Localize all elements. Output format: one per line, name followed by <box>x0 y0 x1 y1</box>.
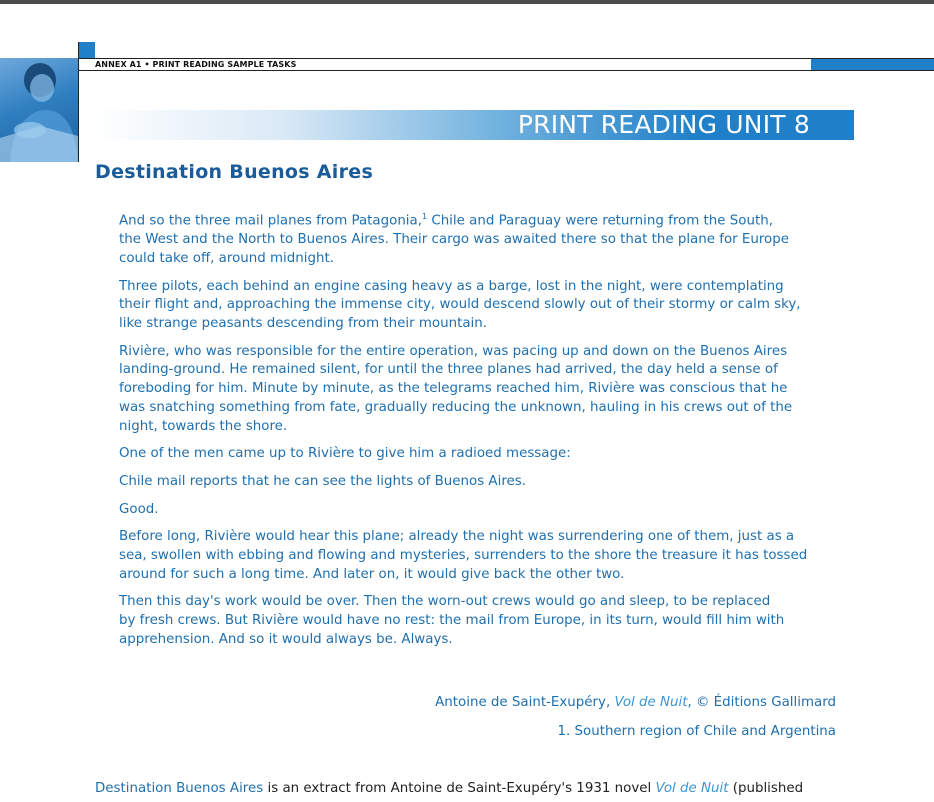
paragraph-line: could take off, around midnight. <box>119 250 334 266</box>
header-rule-bottom <box>78 70 934 71</box>
intro-paragraph <box>95 780 803 799</box>
paragraph-line: apprehension. And so it would always be. Always. <box>119 631 453 647</box>
paragraph-line: night, towards the shore. <box>119 418 288 434</box>
top-border <box>0 0 934 4</box>
paragraph-line: Then this day's work would be over. Then the worn-out crews would go and sleep, to be replaced <box>119 594 771 610</box>
header-accent-square <box>79 42 95 58</box>
article-paragraph <box>119 445 849 464</box>
attribution-work: Vol de Nuit <box>614 695 688 710</box>
article-paragraph <box>119 593 849 649</box>
unit-banner <box>96 110 854 140</box>
paragraph-line: Chile mail reports that he can see the lights of Buenos Aires. <box>119 473 526 489</box>
title-reference: Destination Buenos Aires <box>95 781 264 796</box>
article-paragraph <box>119 278 849 334</box>
article-paragraph <box>119 473 849 492</box>
header-accent-bar <box>811 59 934 70</box>
novel-reference: Vol de Nuit <box>655 781 729 796</box>
paragraph-line: One of the men came up to Rivière to give him a radioed message: <box>119 446 571 462</box>
article-body <box>119 208 849 659</box>
paragraph-line: Before long, Rivière would hear this plane; already the night was surrendering one of them, just as a <box>119 529 795 545</box>
article-paragraph <box>119 208 849 269</box>
paragraph-line: around for such a long time. And later on, it would give back the other two. <box>119 566 625 582</box>
paragraph-line: was snatching something from fate, gradually reducing the unknown, hauling in his crews out of the <box>119 399 793 415</box>
paragraph-line: the West and the North to Buenos Aires. Their cargo was awaited there so that the plane for Europe <box>119 232 789 248</box>
intro-text-end: (published <box>728 781 804 796</box>
student-photo <box>0 58 78 162</box>
footnote: 1. Southern region of Chile and Argentina <box>557 724 836 739</box>
paragraph-line: landing-ground. He remained silent, for until the three planes had arrived, the day held a sense of <box>119 362 778 378</box>
article-title: Destination Buenos Aires <box>95 161 374 183</box>
footnote-marker: 1 <box>422 212 428 221</box>
header-vertical-rule <box>78 42 79 162</box>
paragraph-line: sea, swollen with ebbing and flowing and mysteries, surrenders to the shore the treasure it has tossed <box>119 548 808 564</box>
paragraph-line: foreboding for him. Minute by minute, as the telegrams reached him, Rivière was conscious that he <box>119 381 788 397</box>
paragraph-line: Good. <box>119 501 159 517</box>
line-text: And so the three mail planes from Patagonia, <box>119 213 422 229</box>
attribution <box>435 694 836 713</box>
paragraph-line: like strange peasants descending from their mountain. <box>119 315 487 331</box>
paragraph-line: Three pilots, each behind an engine casing heavy as a barge, lost in the night, were contemplating <box>119 278 784 294</box>
article-paragraph <box>119 501 849 520</box>
article-paragraph <box>119 343 849 437</box>
line-text: Chile and Paraguay were returning from the South, <box>427 213 773 229</box>
attribution-author: Antoine de Saint-Exupéry, <box>435 695 615 710</box>
paragraph-line: their flight and, approaching the immense city, would descend slowly out of their stormy or calm sky, <box>119 297 801 313</box>
paragraph-line <box>119 208 849 231</box>
article-paragraph <box>119 528 849 584</box>
annex-label: ANNEX A1 • PRINT READING SAMPLE TASKS <box>95 60 297 69</box>
attribution-publisher: , © Éditions Gallimard <box>687 695 836 710</box>
unit-title: PRINT READING UNIT 8 <box>517 110 810 139</box>
intro-text-middle: is an extract from Antoine de Saint-Exupéry's 1931 novel <box>263 781 656 796</box>
paragraph-line: by fresh crews. But Rivière would have no rest: the mail from Europe, in its turn, would fill him with <box>119 613 785 629</box>
paragraph-line: Rivière, who was responsible for the entire operation, was pacing up and down on the Buenos Aires <box>119 343 788 359</box>
